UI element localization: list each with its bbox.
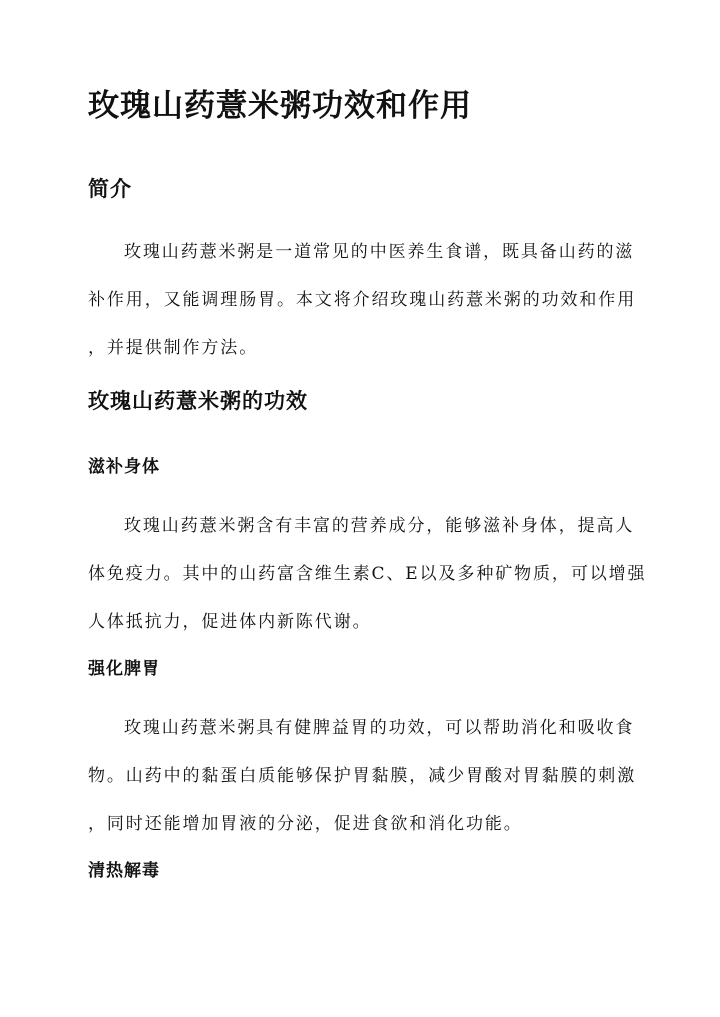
- section-heading-intro: 简介: [88, 176, 132, 201]
- paragraph-line: 玫瑰山药薏米粥含有丰富的营养成分，能够滋补身体，提高人: [124, 516, 635, 536]
- paragraph-line: ，并提供制作方法。: [88, 338, 259, 358]
- paragraph-line: ，同时还能增加胃液的分泌，促进食欲和消化功能。: [88, 814, 523, 834]
- page-title: 玫瑰山药薏米粥功效和作用: [88, 88, 472, 124]
- section-heading-effects: 玫瑰山药薏米粥的功效: [88, 388, 308, 413]
- paragraph-line: 体免疫力。其中的山药富含维生素C、E以及多种矿物质，可以增强: [88, 564, 647, 584]
- spleen-stomach-paragraph: [88, 704, 637, 848]
- nourish-paragraph: [88, 502, 647, 646]
- subsection-heading-spleen-stomach: 强化脾胃: [88, 659, 160, 679]
- subsection-heading-detox: 清热解毒: [88, 861, 160, 881]
- paragraph-line: 玫瑰山药薏米粥具有健脾益胃的功效，可以帮助消化和吸收食: [124, 718, 635, 738]
- paragraph-line: 玫瑰山药薏米粥是一道常见的中医养生食谱，既具备山药的滋: [124, 242, 635, 262]
- intro-paragraph: [88, 228, 637, 372]
- paragraph-line: 补作用，又能调理肠胃。本文将介绍玫瑰山药薏米粥的功效和作用: [88, 290, 637, 310]
- paragraph-line: 物。山药中的黏蛋白质能够保护胃黏膜，减少胃酸对胃黏膜的刺激: [88, 766, 637, 786]
- paragraph-line: 人体抵抗力，促进体内新陈代谢。: [88, 612, 372, 632]
- subsection-heading-nourish: 滋补身体: [88, 457, 160, 477]
